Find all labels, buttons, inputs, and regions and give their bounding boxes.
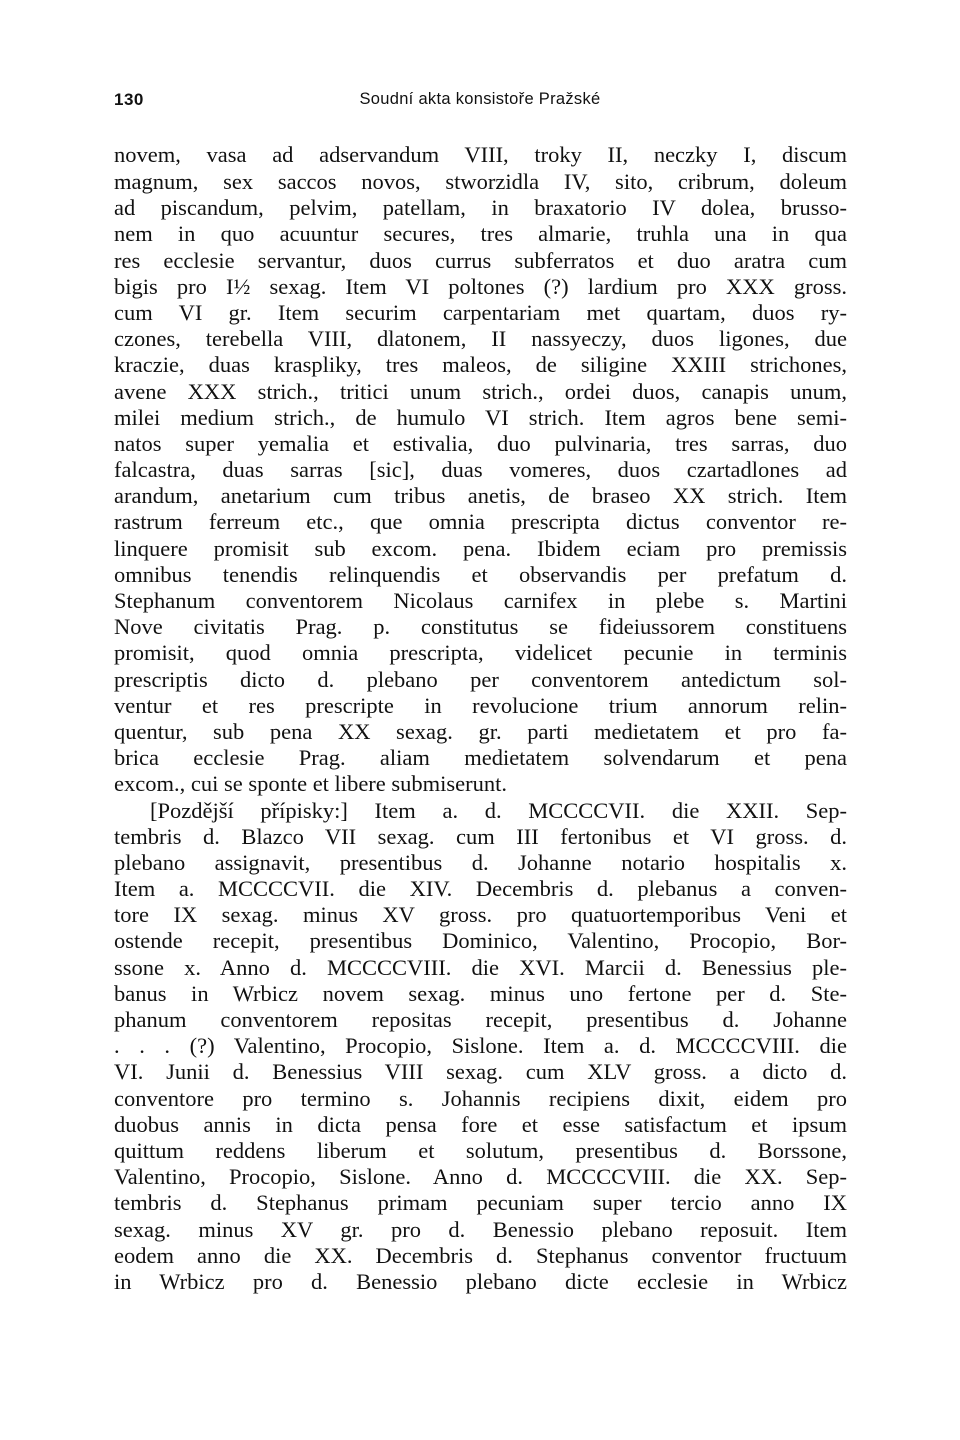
text-line: omnibus tenendis relinquendis et observandis per prefatum d. bbox=[114, 561, 847, 587]
text-line: quittum reddens liberum et solutum, presentibus d. Borssone, bbox=[114, 1137, 847, 1163]
text-line: promisit, quod omnia prescripta, videlicet pecunie in terminis bbox=[114, 640, 847, 666]
text-line: czones, terebella VIII, dlatonem, II nassyeczy, duos ligones, due bbox=[114, 326, 847, 352]
text-line: duobus annis in dicta pensa fore et esse satisfactum et ipsum bbox=[114, 1111, 847, 1137]
text-line: kraczie, duas kraspliky, tres maleos, de siligine XXIII strichones, bbox=[114, 352, 847, 378]
text-line: Valentino, Procopio, Sislone. Anno d. MCCCCVIII. die XX. Sep- bbox=[114, 1164, 847, 1190]
text-line: arandum, anetarium cum tribus anetis, de braseo XX strich. Item bbox=[114, 483, 847, 509]
text-line: prescriptis dicto d. plebano per conventorem antedictum sol- bbox=[114, 666, 847, 692]
running-head bbox=[114, 90, 846, 114]
text-line: phanum conventorem repositas recepit, presentibus d. Johanne bbox=[114, 1007, 847, 1032]
text-line: novem, vasa ad adservandum VIII, troky II, neczky I, discum bbox=[114, 142, 847, 167]
text-line: Nove civitatis Prag. p. constitutus se fideiussorem constituens bbox=[114, 614, 847, 640]
text-line: bigis pro I½ sexag. Item VI poltones (?) lardium pro XXX gross. bbox=[114, 273, 847, 299]
text-line: natos super yemalia et estivalia, duo pulvinaria, tres sarras, duo bbox=[114, 430, 847, 456]
text-line: nem in quo acuuntur secures, tres almarie, truhla una in qua bbox=[114, 221, 847, 247]
text-line: ventur et res prescripte in revolucione trium annorum relin- bbox=[114, 692, 847, 718]
text-line: Item a. MCCCCVII. die XIV. Decembris d. plebanus a conven- bbox=[114, 876, 847, 902]
text-line: linquere promisit sub excom. pena. Ibidem eciam pro premissis bbox=[114, 535, 847, 561]
text-line: avene XXX strich., tritici unum strich., ordei duos, canapis unum, bbox=[114, 378, 847, 404]
text-line: eodem anno die XX. Decembris d. Stephanus conventor fructuum bbox=[114, 1242, 847, 1268]
running-title: Soudní akta konsistoře Pražské bbox=[359, 90, 601, 108]
text-line: cum VI gr. Item securim carpentariam met quartam, duos ry- bbox=[114, 299, 847, 325]
text-line: VI. Junii d. Benessius VIII sexag. cum XLV gross. a dicto d. bbox=[114, 1059, 847, 1085]
text-line: magnum, sex saccos novos, stworzidla IV, sito, cribrum, doleum bbox=[114, 169, 847, 194]
text-line: in Wrbicz pro d. Benessio plebano dicte ecclesie in Wrbicz bbox=[114, 1268, 847, 1294]
text-line: rastrum ferreum etc., que omnia prescripta dictus conventor re- bbox=[114, 509, 847, 535]
body-text bbox=[114, 142, 847, 1295]
text-line: sexag. minus XV gr. pro d. Benessio plebano reposuit. Item bbox=[114, 1216, 847, 1242]
text-line: tore IX sexag. minus XV gross. pro quatuortemporibus Veni et bbox=[114, 902, 847, 928]
text-line: conventore pro termino s. Johannis recipiens dixit, eidem pro bbox=[114, 1085, 847, 1111]
text-line: tembris d. Blazco VII sexag. cum III fertonibus et VI gross. d. bbox=[114, 823, 847, 849]
text-line: banus in Wrbicz novem sexag. minus uno fertone per d. Ste- bbox=[114, 980, 847, 1006]
text-line: tembris d. Stephanus primam pecuniam super tercio anno IX bbox=[114, 1190, 847, 1216]
text-line: ssone x. Anno d. MCCCCVIII. die XVI. Marcii d. Benessius ple- bbox=[114, 954, 847, 980]
text-line: falcastra, duas sarras [sic], duas vomeres, duos czartadlones ad bbox=[114, 457, 847, 483]
text-line: Stephanum conventorem Nicolaus carnifex in plebe s. Martini bbox=[114, 588, 847, 613]
text-line: plebano assignavit, presentibus d. Johanne notario hospitalis x. bbox=[114, 849, 847, 875]
text-line: quentur, sub pena XX sexag. gr. parti medietatem et pro fa- bbox=[114, 718, 847, 744]
text-line: ad piscandum, pelvim, patellam, in braxatorio IV dolea, brusso- bbox=[114, 195, 847, 221]
text-line: ostende recepit, presentibus Dominico, Valentino, Procopio, Bor- bbox=[114, 928, 847, 954]
page-number: 130 bbox=[114, 90, 144, 109]
text-line: excom., cui se sponte et libere submiserunt. bbox=[114, 771, 508, 797]
text-line: res ecclesie servantur, duos currus subferratos et duo aratra cum bbox=[114, 247, 847, 273]
text-line: brica ecclesie Prag. aliam medietatem solvendarum et pena bbox=[114, 745, 847, 771]
text-line: milei medium strich., de humulo VI strich. Item agros bene semi- bbox=[114, 404, 847, 430]
text-line: [Pozdější přípisky:] Item a. d. MCCCCVII. die XXII. Sep- bbox=[150, 797, 847, 823]
text-line: . . . (?) Valentino, Procopio, Sislone. Item a. d. MCCCCVIII. die bbox=[114, 1033, 847, 1059]
